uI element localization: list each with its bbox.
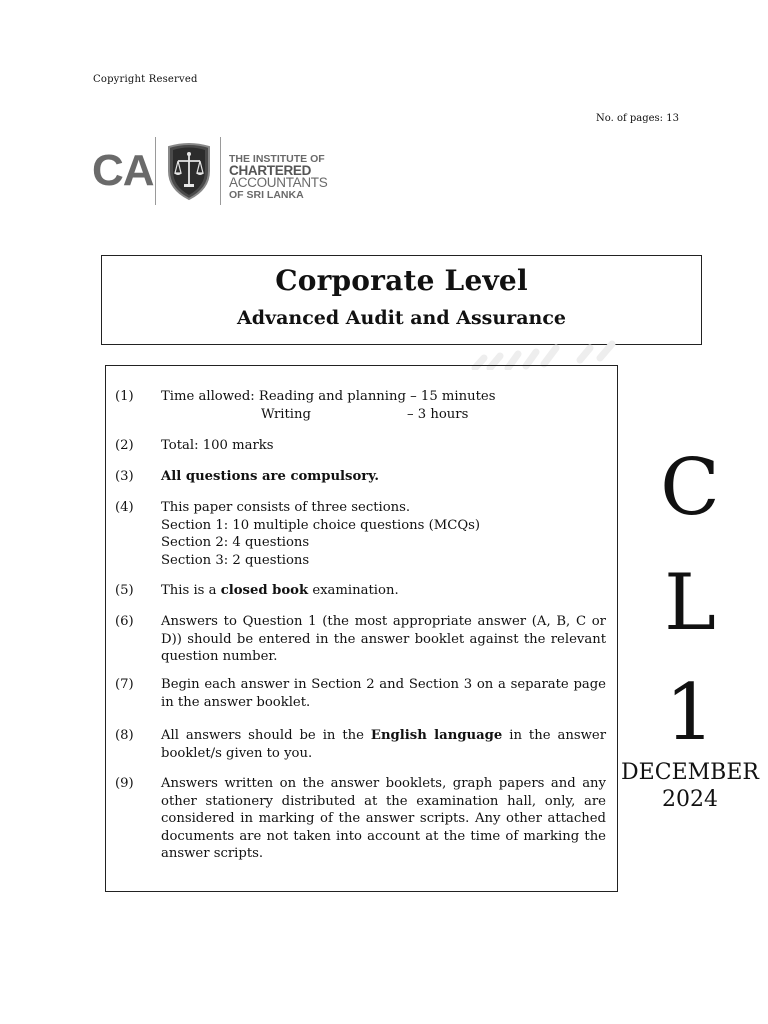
- instruction-text: [161, 582, 606, 600]
- exam-year: 2024: [662, 787, 718, 812]
- copyright-notice: Copyright Reserved: [93, 74, 198, 85]
- instruction-text: Answers to Question 1 (the most appropriate answer (A, B, C or D)) should be entered in the answer booklet against the relevant question number.: [161, 614, 606, 664]
- page-count: No. of pages: 13: [596, 113, 679, 124]
- paper-code-letter-l: L: [664, 558, 716, 648]
- scales-of-justice-shield-icon: [164, 141, 214, 201]
- text-part: in the answer booklet/s given to you.: [161, 728, 607, 761]
- instruction-text: Section 2: 4 questions: [161, 535, 310, 550]
- emphasis: English language: [370, 728, 503, 743]
- text-part: All answers should be in the: [161, 728, 371, 743]
- instruction-text: Section 1: 10 multiple choice questions (MCQs): [161, 517, 481, 533]
- writing-duration: – 3 hours: [407, 406, 469, 422]
- exam-level-title: Corporate Level: [275, 264, 528, 297]
- writing-label: Writing: [261, 406, 311, 422]
- text-part: This is a: [161, 583, 221, 598]
- instruction-text: Time allowed: Reading and planning – 15 minutes: [161, 389, 496, 404]
- instruction-text: This paper consists of three sections.: [161, 500, 411, 515]
- instruction-text-line2: [161, 406, 606, 424]
- instruction-text: Answers written on the answer booklets, graph papers and any other stationery distributed at the examination hall, only, are considered in marking of the answer scripts. Any other attached documents are not taken into account at the time of marking the answer scripts.: [161, 776, 606, 861]
- instruction-text: Begin each answer in Section 2 and Section 3 on a separate page in the answer booklet.: [161, 677, 606, 710]
- emphasis: closed book: [220, 583, 309, 598]
- instruction-number: (2): [115, 438, 134, 453]
- text-part: examination.: [308, 583, 399, 598]
- logo-divider: [155, 137, 156, 205]
- instruction-text: All questions are compulsory.: [161, 469, 379, 484]
- logo-line-2-bold: CHARTERED: [229, 163, 312, 178]
- instruction-number: (4): [115, 500, 134, 515]
- instruction-text: Total: 100 marks: [161, 438, 274, 453]
- exam-session: [620, 759, 760, 813]
- instruction-text: [161, 727, 606, 762]
- instruction-number: (1): [115, 389, 134, 404]
- institute-logo: [92, 137, 402, 207]
- instruction-number: (5): [115, 583, 134, 598]
- instruction-number: (9): [115, 776, 134, 791]
- paper-code-letter-c: C: [660, 443, 720, 533]
- instruction-number: (8): [115, 728, 134, 743]
- instruction-number: (3): [115, 469, 134, 484]
- logo-abbreviation: CA: [92, 146, 154, 195]
- instruction-text: Section 3: 2 questions: [161, 552, 310, 568]
- watermark-decoration: [470, 330, 650, 370]
- exam-month: DECEMBER: [621, 760, 759, 785]
- logo-wordmark: [229, 153, 402, 201]
- exam-subject-title: Advanced Audit and Assurance: [237, 307, 566, 329]
- instruction-number: (7): [115, 677, 134, 692]
- logo-line-1: THE INSTITUTE OF: [229, 153, 325, 165]
- logo-divider: [220, 137, 221, 205]
- instructions-box: [105, 365, 618, 892]
- paper-code-number: 1: [665, 668, 715, 758]
- logo-line-3: OF SRI LANKA: [229, 189, 304, 201]
- logo-line-2-rest: ACCOUNTANTS: [229, 175, 328, 190]
- instruction-number: (6): [115, 614, 134, 629]
- logo-line-2: [229, 165, 402, 189]
